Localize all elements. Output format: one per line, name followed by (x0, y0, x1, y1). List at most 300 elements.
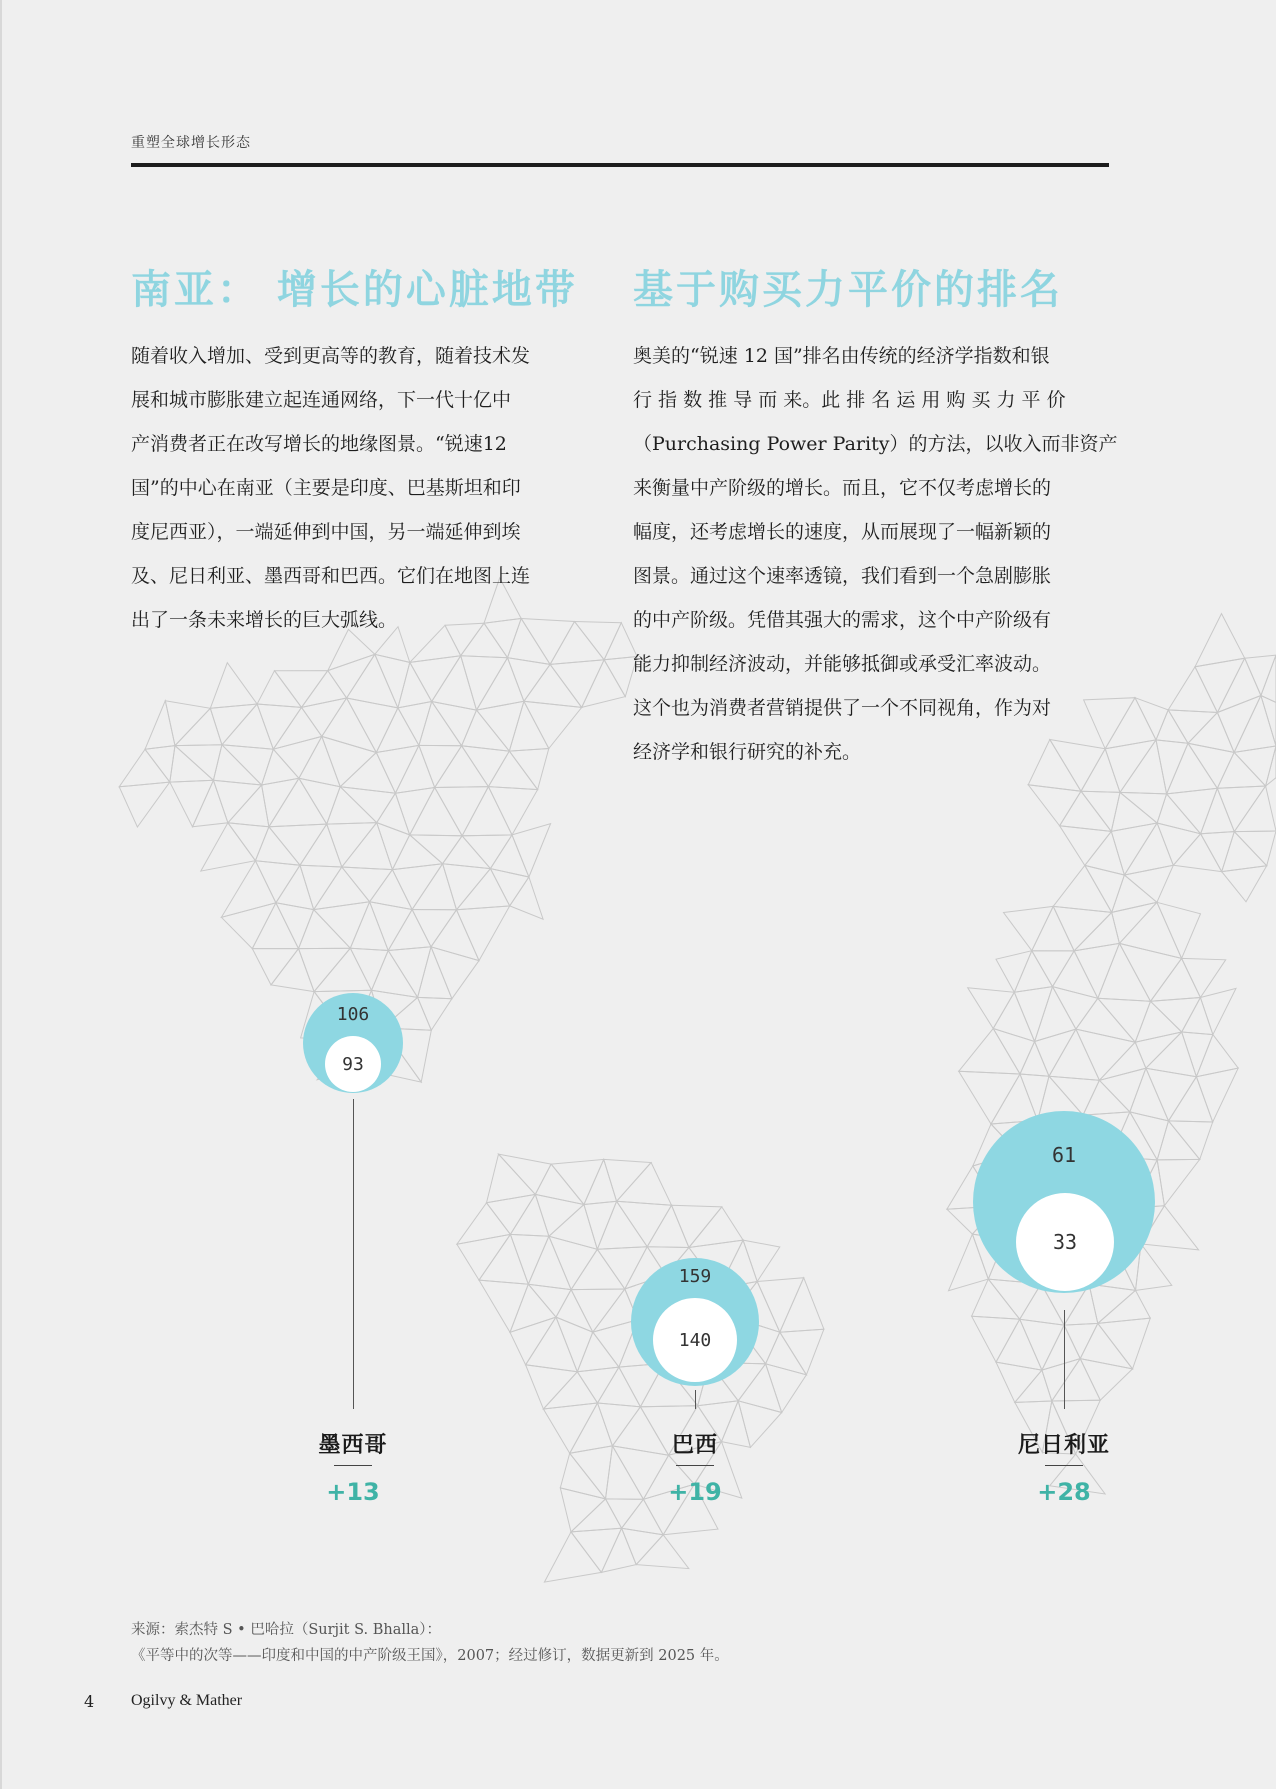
map-triangle (342, 823, 393, 870)
map-triangle (165, 701, 210, 746)
map-triangle (1080, 1323, 1132, 1369)
map-triangle (210, 663, 257, 709)
map-triangle (170, 746, 214, 783)
map-triangle (1052, 1359, 1101, 1401)
map-triangle (462, 787, 512, 836)
map-triangle (1167, 788, 1218, 834)
map-triangle (299, 736, 340, 786)
map-triangle (457, 1203, 511, 1244)
map-triangle (972, 1279, 1020, 1319)
map-triangle (145, 701, 175, 750)
change-value-nigeria: +28 (1037, 1478, 1091, 1506)
map-triangle (1112, 902, 1157, 943)
body-text-left (131, 334, 561, 642)
country-rule-brazil (676, 1465, 714, 1466)
paragraph-line: 奥美的“锐速 12 国”排名由传统的经济学指数和银 (633, 345, 1050, 367)
map-triangle (582, 660, 626, 708)
paragraph-line: 度尼西亚），一端延伸到中国，另一端延伸到埃 (131, 521, 521, 543)
map-triangle (996, 951, 1032, 993)
map-triangle (392, 864, 442, 910)
map-triangle (550, 660, 604, 708)
map-triangle (271, 949, 314, 992)
map-triangle (647, 1205, 689, 1247)
map-triangle (526, 1317, 578, 1372)
map-triangle (1217, 696, 1261, 753)
map-triangle (395, 788, 434, 835)
map-triangle (457, 906, 510, 961)
map-triangle (1151, 998, 1201, 1033)
map-triangle (388, 910, 431, 951)
map-triangle (1169, 1077, 1213, 1122)
map-triangle (372, 951, 418, 998)
map-triangle (1085, 831, 1125, 875)
map-triangle (1157, 902, 1201, 958)
map-triangle (1157, 823, 1201, 865)
paragraph-line: 随着收入增加、受到更高等的教育，随着技术发 (131, 345, 531, 367)
map-triangle (299, 910, 351, 949)
map-triangle (510, 1284, 556, 1332)
map-triangle (269, 778, 327, 827)
running-header: 重塑全球增长形态 (131, 135, 251, 151)
map-triangle (431, 947, 479, 999)
map-triangle (479, 1280, 528, 1332)
map-triangle (584, 1201, 617, 1249)
map-triangle (419, 702, 462, 746)
map-triangle (340, 787, 395, 823)
map-triangle (1169, 1121, 1213, 1160)
map-triangle (622, 1528, 664, 1564)
paragraph-line: 的中产阶级。凭借其强大的需求，这个中产阶级有 (633, 609, 1052, 631)
map-triangle (257, 704, 301, 749)
map-triangle (276, 865, 314, 909)
map-triangle (1080, 1359, 1132, 1401)
map-triangle (1081, 791, 1120, 831)
map-triangle (968, 988, 1015, 1029)
brand-logo-text: Ogilvy & Mather (131, 1692, 243, 1709)
map-triangle (556, 1290, 593, 1333)
map-triangle (1182, 1032, 1213, 1077)
map-triangle (617, 1201, 672, 1246)
map-triangle (222, 704, 273, 749)
map-triangle (487, 1194, 536, 1234)
map-triangle (1266, 746, 1276, 786)
map-triangle (1083, 1080, 1130, 1115)
map-triangle (1028, 785, 1081, 826)
map-triangle (457, 869, 510, 910)
map-triangle (543, 1372, 597, 1409)
map-triangle (512, 824, 551, 877)
map-triangle (490, 835, 529, 877)
map-triangle (302, 698, 347, 736)
map-triangle (221, 861, 276, 918)
map-triangle (1168, 710, 1217, 743)
map-triangle (757, 1278, 804, 1333)
map-triangle (1157, 1159, 1200, 1205)
map-triangle (528, 1284, 571, 1317)
map-triangle (302, 671, 347, 708)
country-label-brazil: 巴西 (671, 1433, 718, 1458)
map-triangle (1053, 951, 1098, 998)
map-triangle (1035, 1029, 1076, 1076)
bubble-brazil-inner: 140 (653, 1298, 737, 1382)
map-triangle (443, 864, 491, 910)
map-triangle (570, 1403, 613, 1453)
map-triangle (1032, 951, 1074, 987)
map-triangle (1089, 1284, 1136, 1323)
map-triangle (524, 664, 582, 707)
map-triangle (119, 749, 170, 787)
map-triangle (766, 1364, 807, 1413)
map-triangle (222, 745, 273, 785)
paragraph-line: 展和城市膨胀建立起连通网络，下一代十亿中 (131, 389, 512, 411)
map-triangle (398, 702, 432, 746)
paragraph-line: 幅度，还考虑增长的速度，从而展现了一幅新颖的 (633, 521, 1052, 543)
map-triangle (510, 1234, 549, 1284)
map-triangle (510, 877, 543, 919)
map-triangle (418, 947, 452, 999)
map-triangle (462, 746, 510, 787)
bubble-brazil-outer-value: 159 (678, 1266, 712, 1287)
map-triangle (1168, 667, 1217, 713)
map-triangle (252, 949, 298, 985)
stem-mexico (353, 1099, 354, 1409)
map-triangle (490, 869, 529, 906)
map-triangle (477, 658, 524, 710)
map-triangle (996, 1319, 1042, 1370)
map-triangle (1053, 906, 1112, 951)
map-triangle (1234, 831, 1276, 866)
paragraph-line: 能力抑制经济波动，并能够抵御或承受汇率波动。 (633, 653, 1052, 675)
paragraph-line: 及、尼日利亚、墨西哥和巴西。它们在地图上连 (131, 565, 531, 587)
map-triangle (1157, 1121, 1200, 1160)
map-triangle (584, 1159, 617, 1204)
map-triangle (273, 736, 322, 778)
map-triangle (1098, 1290, 1151, 1323)
map-triangle (1060, 791, 1112, 831)
map-triangle (252, 903, 298, 949)
map-triangle (526, 1365, 578, 1409)
bubble-mexico-inner: 93 (325, 1036, 381, 1092)
map-triangle (314, 948, 371, 991)
map-triangle (410, 788, 462, 836)
map-triangle (1049, 1076, 1099, 1115)
map-triangle (370, 902, 413, 951)
map-triangle (377, 793, 410, 835)
map-triangle (1035, 987, 1076, 1042)
map-triangle (145, 746, 175, 783)
map-triangle (959, 1029, 1020, 1075)
section-heading-ppp-ranking: 基于购买力平价的排名 (633, 267, 1063, 313)
map-triangle (435, 787, 489, 836)
map-triangle (601, 1528, 636, 1572)
map-triangle (300, 824, 342, 867)
map-triangle (255, 827, 300, 865)
change-value-mexico: +13 (326, 1478, 380, 1506)
map-triangle (175, 745, 222, 781)
map-triangle (1014, 987, 1052, 1042)
map-triangle (510, 1317, 556, 1365)
map-triangle (571, 1499, 622, 1532)
map-triangle (575, 622, 622, 660)
map-triangle (1188, 743, 1234, 788)
map-triangle (509, 749, 549, 790)
map-triangle (1135, 698, 1168, 740)
map-triangle (328, 654, 375, 698)
map-triangle (959, 1071, 1020, 1124)
map-triangle (299, 778, 340, 824)
map-triangle (201, 823, 256, 871)
map-triangle (314, 867, 370, 910)
map-triangle (1105, 698, 1156, 749)
map-triangle (993, 992, 1034, 1041)
map-triangle (556, 1317, 593, 1372)
map-triangle (398, 662, 432, 708)
map-triangle (262, 778, 299, 827)
map-triangle (487, 1154, 536, 1203)
map-triangle (1112, 875, 1157, 912)
map-triangle (327, 787, 377, 824)
map-triangle (598, 1367, 641, 1407)
map-triangle (1074, 912, 1119, 951)
map-triangle (571, 1249, 625, 1289)
map-triangle (1195, 614, 1245, 667)
map-triangle (477, 701, 524, 751)
map-triangle (432, 702, 477, 746)
map-triangle (1135, 1032, 1182, 1068)
map-triangle (1217, 752, 1265, 788)
map-triangle (1200, 988, 1236, 1034)
map-triangle (327, 823, 377, 867)
map-triangle (412, 910, 456, 947)
map-triangle (1120, 740, 1167, 794)
map-triangle (412, 864, 456, 910)
map-triangle (255, 861, 300, 903)
page-edge (0, 0, 2, 1789)
map-triangle (577, 1367, 619, 1403)
map-triangle (119, 782, 170, 827)
map-triangle (1111, 823, 1157, 875)
map-triangle (213, 780, 261, 823)
map-triangle (213, 745, 261, 785)
map-triangle (376, 708, 419, 753)
map-triangle (1201, 832, 1235, 872)
map-triangle (571, 1289, 625, 1332)
map-triangle (1156, 740, 1188, 794)
map-triangle (549, 1205, 597, 1250)
map-triangle (1182, 958, 1226, 997)
map-triangle (1014, 951, 1052, 993)
map-triangle (228, 823, 269, 861)
map-triangle (257, 671, 301, 708)
map-triangle (350, 948, 388, 990)
map-triangle (1222, 832, 1267, 872)
map-triangle (342, 867, 393, 902)
map-triangle (410, 835, 462, 864)
map-triangle (314, 902, 370, 948)
map-triangle (1099, 1042, 1146, 1080)
map-triangle (1042, 1325, 1080, 1370)
change-value-brazil: +19 (668, 1478, 722, 1506)
map-triangle (1156, 710, 1188, 743)
bubble-mexico-outer-value: 106 (336, 1004, 370, 1025)
map-triangle (1135, 1001, 1182, 1042)
map-triangle (972, 1316, 1020, 1362)
country-rule-nigeria (1045, 1465, 1083, 1466)
map-triangle (392, 835, 442, 870)
map-triangle (488, 787, 537, 835)
map-triangle (1111, 792, 1157, 831)
body-text-right (633, 334, 1118, 774)
section-heading-south-asia: 南亚： 增长的心脏地带 (131, 267, 578, 313)
map-triangle (1098, 943, 1151, 1001)
map-triangle (1084, 698, 1135, 749)
map-triangle (1146, 1068, 1197, 1121)
map-triangle (780, 1329, 824, 1375)
map-triangle (443, 836, 491, 869)
map-triangle (1042, 1359, 1080, 1401)
paragraph-line: 产消费者正在改写增长的地缘图景。“锐速12 (131, 433, 507, 455)
map-triangle (1222, 866, 1267, 902)
country-label-mexico: 墨西哥 (318, 1433, 388, 1458)
map-triangle (410, 656, 461, 702)
map-triangle (535, 1194, 584, 1236)
map-triangle (1076, 998, 1135, 1042)
map-triangle (1124, 823, 1173, 875)
map-triangle (1119, 943, 1181, 1001)
map-triangle (262, 749, 299, 785)
map-triangle (1195, 658, 1245, 712)
map-triangle (193, 780, 228, 827)
map-triangle (376, 745, 419, 793)
map-triangle (1196, 1068, 1238, 1122)
map-triangle (479, 1234, 528, 1284)
map-triangle (1099, 1068, 1146, 1112)
map-triangle (1173, 834, 1221, 872)
map-triangle (347, 698, 398, 753)
map-triangle (1151, 958, 1201, 1001)
map-triangle (672, 1205, 722, 1247)
map-triangle (1004, 906, 1054, 950)
map-triangle (350, 902, 388, 951)
map-triangle (1217, 786, 1265, 832)
map-triangle (1201, 788, 1235, 834)
map-triangle (597, 1201, 647, 1249)
map-triangle (1261, 696, 1276, 747)
paragraph-line: 行 指 数 推 导 而 来。此 排 名 运 用 购 买 力 平 价 (633, 389, 1066, 411)
map-triangle (570, 1446, 613, 1499)
map-triangle (1245, 655, 1276, 695)
map-triangle (604, 1159, 651, 1201)
paragraph-line: （Purchasing Power Parity）的方法，以收入而非资产 (633, 433, 1118, 455)
map-triangle (1234, 786, 1276, 832)
map-triangle (499, 1154, 552, 1194)
map-triangle (210, 704, 257, 745)
map-triangle (228, 785, 269, 827)
map-triangle (1098, 1318, 1151, 1369)
map-triangle (636, 1535, 689, 1569)
map-triangle (560, 1453, 605, 1499)
map-triangle (340, 753, 395, 794)
map-triangle (549, 1236, 597, 1289)
map-triangle (1064, 1323, 1098, 1358)
map-triangle (435, 746, 489, 788)
paragraph-line: 来衡量中产阶级的增长。而且，它不仅考虑增长的 (633, 477, 1052, 499)
map-triangle (1167, 743, 1218, 794)
source-line-2: 《平等中的次等——印度和中国的中产阶级王国》，2007；经过修订，数据更新到 2025 年。 (131, 1648, 729, 1664)
header-rule (131, 163, 1109, 167)
map-triangle (571, 1528, 622, 1572)
map-triangle (170, 780, 214, 827)
map-triangle (275, 671, 328, 708)
map-triangle (273, 707, 322, 749)
bubble-nigeria-inner: 33 (1016, 1193, 1114, 1291)
map-triangle (543, 1403, 597, 1453)
map-triangle (738, 1364, 782, 1413)
map-triangle (1124, 865, 1173, 902)
map-triangle (1060, 826, 1112, 866)
paragraph-line: 图景。通过这个速率透镜，我们看到一个急剧膨胀 (633, 565, 1052, 587)
map-triangle (1020, 1042, 1049, 1077)
map-triangle (299, 948, 351, 991)
map-triangle (551, 1159, 604, 1204)
map-triangle (1020, 1319, 1064, 1370)
map-triangle (1105, 740, 1156, 793)
map-triangle (524, 701, 582, 748)
map-triangle (617, 1163, 672, 1206)
stem-nigeria (1064, 1310, 1065, 1409)
map-triangle (509, 701, 549, 751)
map-triangle (462, 835, 512, 869)
map-triangle (1196, 1035, 1238, 1077)
map-triangle (993, 1029, 1034, 1075)
source-note (131, 1617, 729, 1669)
map-triangle (431, 910, 479, 961)
map-triangle (461, 656, 508, 710)
map-triangle (269, 824, 327, 865)
map-triangle (1015, 1370, 1052, 1402)
map-triangle (1188, 713, 1234, 753)
map-triangle (996, 1362, 1042, 1402)
map-triangle (1130, 1068, 1169, 1121)
map-triangle (375, 654, 410, 708)
map-triangle (689, 1207, 743, 1248)
map-triangle (1053, 865, 1112, 912)
map-triangle (766, 1332, 807, 1375)
map-triangle (300, 865, 342, 909)
bubble-nigeria-outer-value: 61 (1051, 1143, 1077, 1167)
map-triangle (322, 698, 377, 753)
map-triangle (347, 654, 398, 708)
map-triangle (1119, 902, 1181, 958)
country-rule-mexico (334, 1465, 372, 1466)
map-triangle (419, 745, 462, 787)
map-triangle (377, 823, 410, 870)
paragraph-line: 经济学和银行研究的补充。 (633, 741, 862, 763)
map-triangle (175, 708, 222, 745)
map-triangle (1049, 1029, 1099, 1080)
map-triangle (560, 1488, 605, 1532)
map-triangle (370, 870, 413, 910)
paragraph-line: 这个也为消费者营销提供了一个不同视角，作为对 (633, 697, 1052, 719)
map-triangle (432, 656, 477, 710)
map-triangle (577, 1332, 619, 1372)
map-triangle (1217, 658, 1261, 712)
map-triangle (1261, 655, 1276, 702)
map-triangle (1098, 998, 1151, 1042)
page-number: 4 (84, 1692, 95, 1711)
source-line-1: 来源：索杰特 S • 巴哈拉（Surjit S. Bhalla）： (131, 1622, 442, 1638)
map-triangle (544, 1532, 601, 1582)
